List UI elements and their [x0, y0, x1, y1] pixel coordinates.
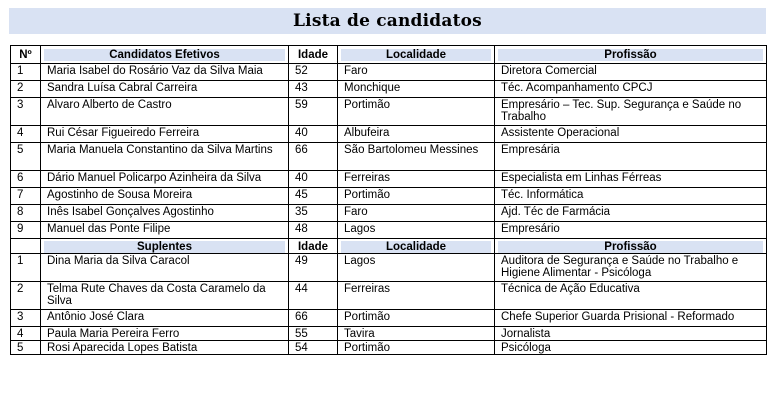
- cell-profissao: Técnica de Ação Educativa: [495, 282, 767, 310]
- cell-profissao: Psicóloga: [495, 341, 767, 355]
- cell-idade: 35: [289, 205, 338, 222]
- cell-nome: Rui César Figueiredo Ferreira: [41, 126, 289, 143]
- cell-idade: 49: [289, 254, 338, 282]
- suplentes-header-row: [11, 239, 767, 254]
- cell-idade: 40: [289, 171, 338, 188]
- cell-n: 4: [11, 327, 41, 341]
- header-num: Nº: [11, 46, 41, 64]
- cell-localidade: Ferreiras: [338, 171, 495, 188]
- cell-profissao: Diretora Comercial: [495, 64, 767, 81]
- cell-profissao: Auditora de Segurança e Saúde no Trabalho e Higiene Alimentar - Psicóloga: [495, 254, 767, 282]
- cell-localidade: Faro: [338, 64, 495, 81]
- suplentes-row: [11, 310, 767, 327]
- cell-idade: 55: [289, 327, 338, 341]
- efetivos-row: [11, 143, 767, 171]
- cell-nome: Maria Manuela Constantino da Silva Martins: [41, 143, 289, 171]
- header-idade: Idade: [289, 46, 338, 64]
- header-profissao: Profissão: [495, 46, 767, 64]
- header-suplentes: Suplentes: [41, 239, 289, 254]
- cell-localidade: Portimão: [338, 188, 495, 205]
- cell-localidade: Portimão: [338, 341, 495, 355]
- cell-nome: Antônio José Clara: [41, 310, 289, 327]
- header-idade: Idade: [289, 239, 338, 254]
- cell-localidade: Lagos: [338, 222, 495, 239]
- cell-idade: 59: [289, 98, 338, 126]
- cell-n: 1: [11, 64, 41, 81]
- cell-nome: Agostinho de Sousa Moreira: [41, 188, 289, 205]
- efetivos-row: [11, 81, 767, 98]
- title-bar: [9, 8, 766, 34]
- cell-n: 3: [11, 98, 41, 126]
- cell-profissao: Empresário: [495, 222, 767, 239]
- cell-idade: 44: [289, 282, 338, 310]
- header-num-blank: [11, 239, 41, 254]
- cell-nome: Alvaro Alberto de Castro: [41, 98, 289, 126]
- cell-localidade: Lagos: [338, 254, 495, 282]
- cell-profissao: Téc. Acompanhamento CPCJ: [495, 81, 767, 98]
- cell-nome: Paula Maria Pereira Ferro: [41, 327, 289, 341]
- cell-n: 3: [11, 310, 41, 327]
- cell-profissao: Assistente Operacional: [495, 126, 767, 143]
- header-profissao: Profissão: [495, 239, 767, 254]
- cell-nome: Inês Isabel Gonçalves Agostinho: [41, 205, 289, 222]
- cell-profissao: Téc. Informática: [495, 188, 767, 205]
- cell-localidade: São Bartolomeu Messines: [338, 143, 495, 171]
- cell-profissao: Ajd. Téc de Farmácia: [495, 205, 767, 222]
- header-localidade: Localidade: [338, 239, 495, 254]
- cell-n: 8: [11, 205, 41, 222]
- cell-idade: 48: [289, 222, 338, 239]
- cell-n: 2: [11, 282, 41, 310]
- cell-idade: 40: [289, 126, 338, 143]
- cell-idade: 52: [289, 64, 338, 81]
- cell-n: 2: [11, 81, 41, 98]
- cell-nome: Rosi Aparecida Lopes Batista: [41, 341, 289, 355]
- suplentes-row: [11, 341, 767, 355]
- cell-n: 5: [11, 341, 41, 355]
- cell-n: 1: [11, 254, 41, 282]
- cell-nome: Dina Maria da Silva Caracol: [41, 254, 289, 282]
- header-efetivos: Candidatos Efetivos: [41, 46, 289, 64]
- cell-profissao: Empresária: [495, 143, 767, 171]
- cell-profissao: Jornalista: [495, 327, 767, 341]
- cell-localidade: Portimão: [338, 98, 495, 126]
- cell-n: 9: [11, 222, 41, 239]
- efetivos-row: [11, 126, 767, 143]
- cell-idade: 45: [289, 188, 338, 205]
- page-title: Lista de candidatos: [293, 11, 482, 31]
- efetivos-row: [11, 64, 767, 81]
- suplentes-row: [11, 254, 767, 282]
- cell-nome: Maria Isabel do Rosário Vaz da Silva Maia: [41, 64, 289, 81]
- cell-nome: Telma Rute Chaves da Costa Caramelo da Silva: [41, 282, 289, 310]
- efetivos-row: [11, 222, 767, 239]
- efetivos-row: [11, 171, 767, 188]
- cell-n: 5: [11, 143, 41, 171]
- cell-idade: 66: [289, 310, 338, 327]
- efetivos-row: [11, 98, 767, 126]
- cell-n: 6: [11, 171, 41, 188]
- cell-idade: 43: [289, 81, 338, 98]
- cell-n: 7: [11, 188, 41, 205]
- cell-localidade: Ferreiras: [338, 282, 495, 310]
- efetivos-row: [11, 188, 767, 205]
- efetivos-row: [11, 205, 767, 222]
- cell-profissao: Empresário – Tec. Sup. Segurança e Saúde no Trabalho: [495, 98, 767, 126]
- cell-localidade: Faro: [338, 205, 495, 222]
- cell-localidade: Monchique: [338, 81, 495, 98]
- cell-localidade: Tavira: [338, 327, 495, 341]
- candidates-table: [10, 45, 767, 355]
- cell-n: 4: [11, 126, 41, 143]
- cell-profissao: Especialista em Linhas Férreas: [495, 171, 767, 188]
- header-localidade: Localidade: [338, 46, 495, 64]
- cell-idade: 66: [289, 143, 338, 171]
- cell-nome: Manuel das Ponte Filipe: [41, 222, 289, 239]
- efetivos-header-row: [11, 46, 767, 64]
- cell-profissao: Chefe Superior Guarda Prisional - Reformado: [495, 310, 767, 327]
- cell-localidade: Portimão: [338, 310, 495, 327]
- suplentes-row: [11, 327, 767, 341]
- cell-nome: Sandra Luísa Cabral Carreira: [41, 81, 289, 98]
- cell-idade: 54: [289, 341, 338, 355]
- suplentes-row: [11, 282, 767, 310]
- cell-localidade: Albufeira: [338, 126, 495, 143]
- cell-nome: Dário Manuel Policarpo Azinheira da Silva: [41, 171, 289, 188]
